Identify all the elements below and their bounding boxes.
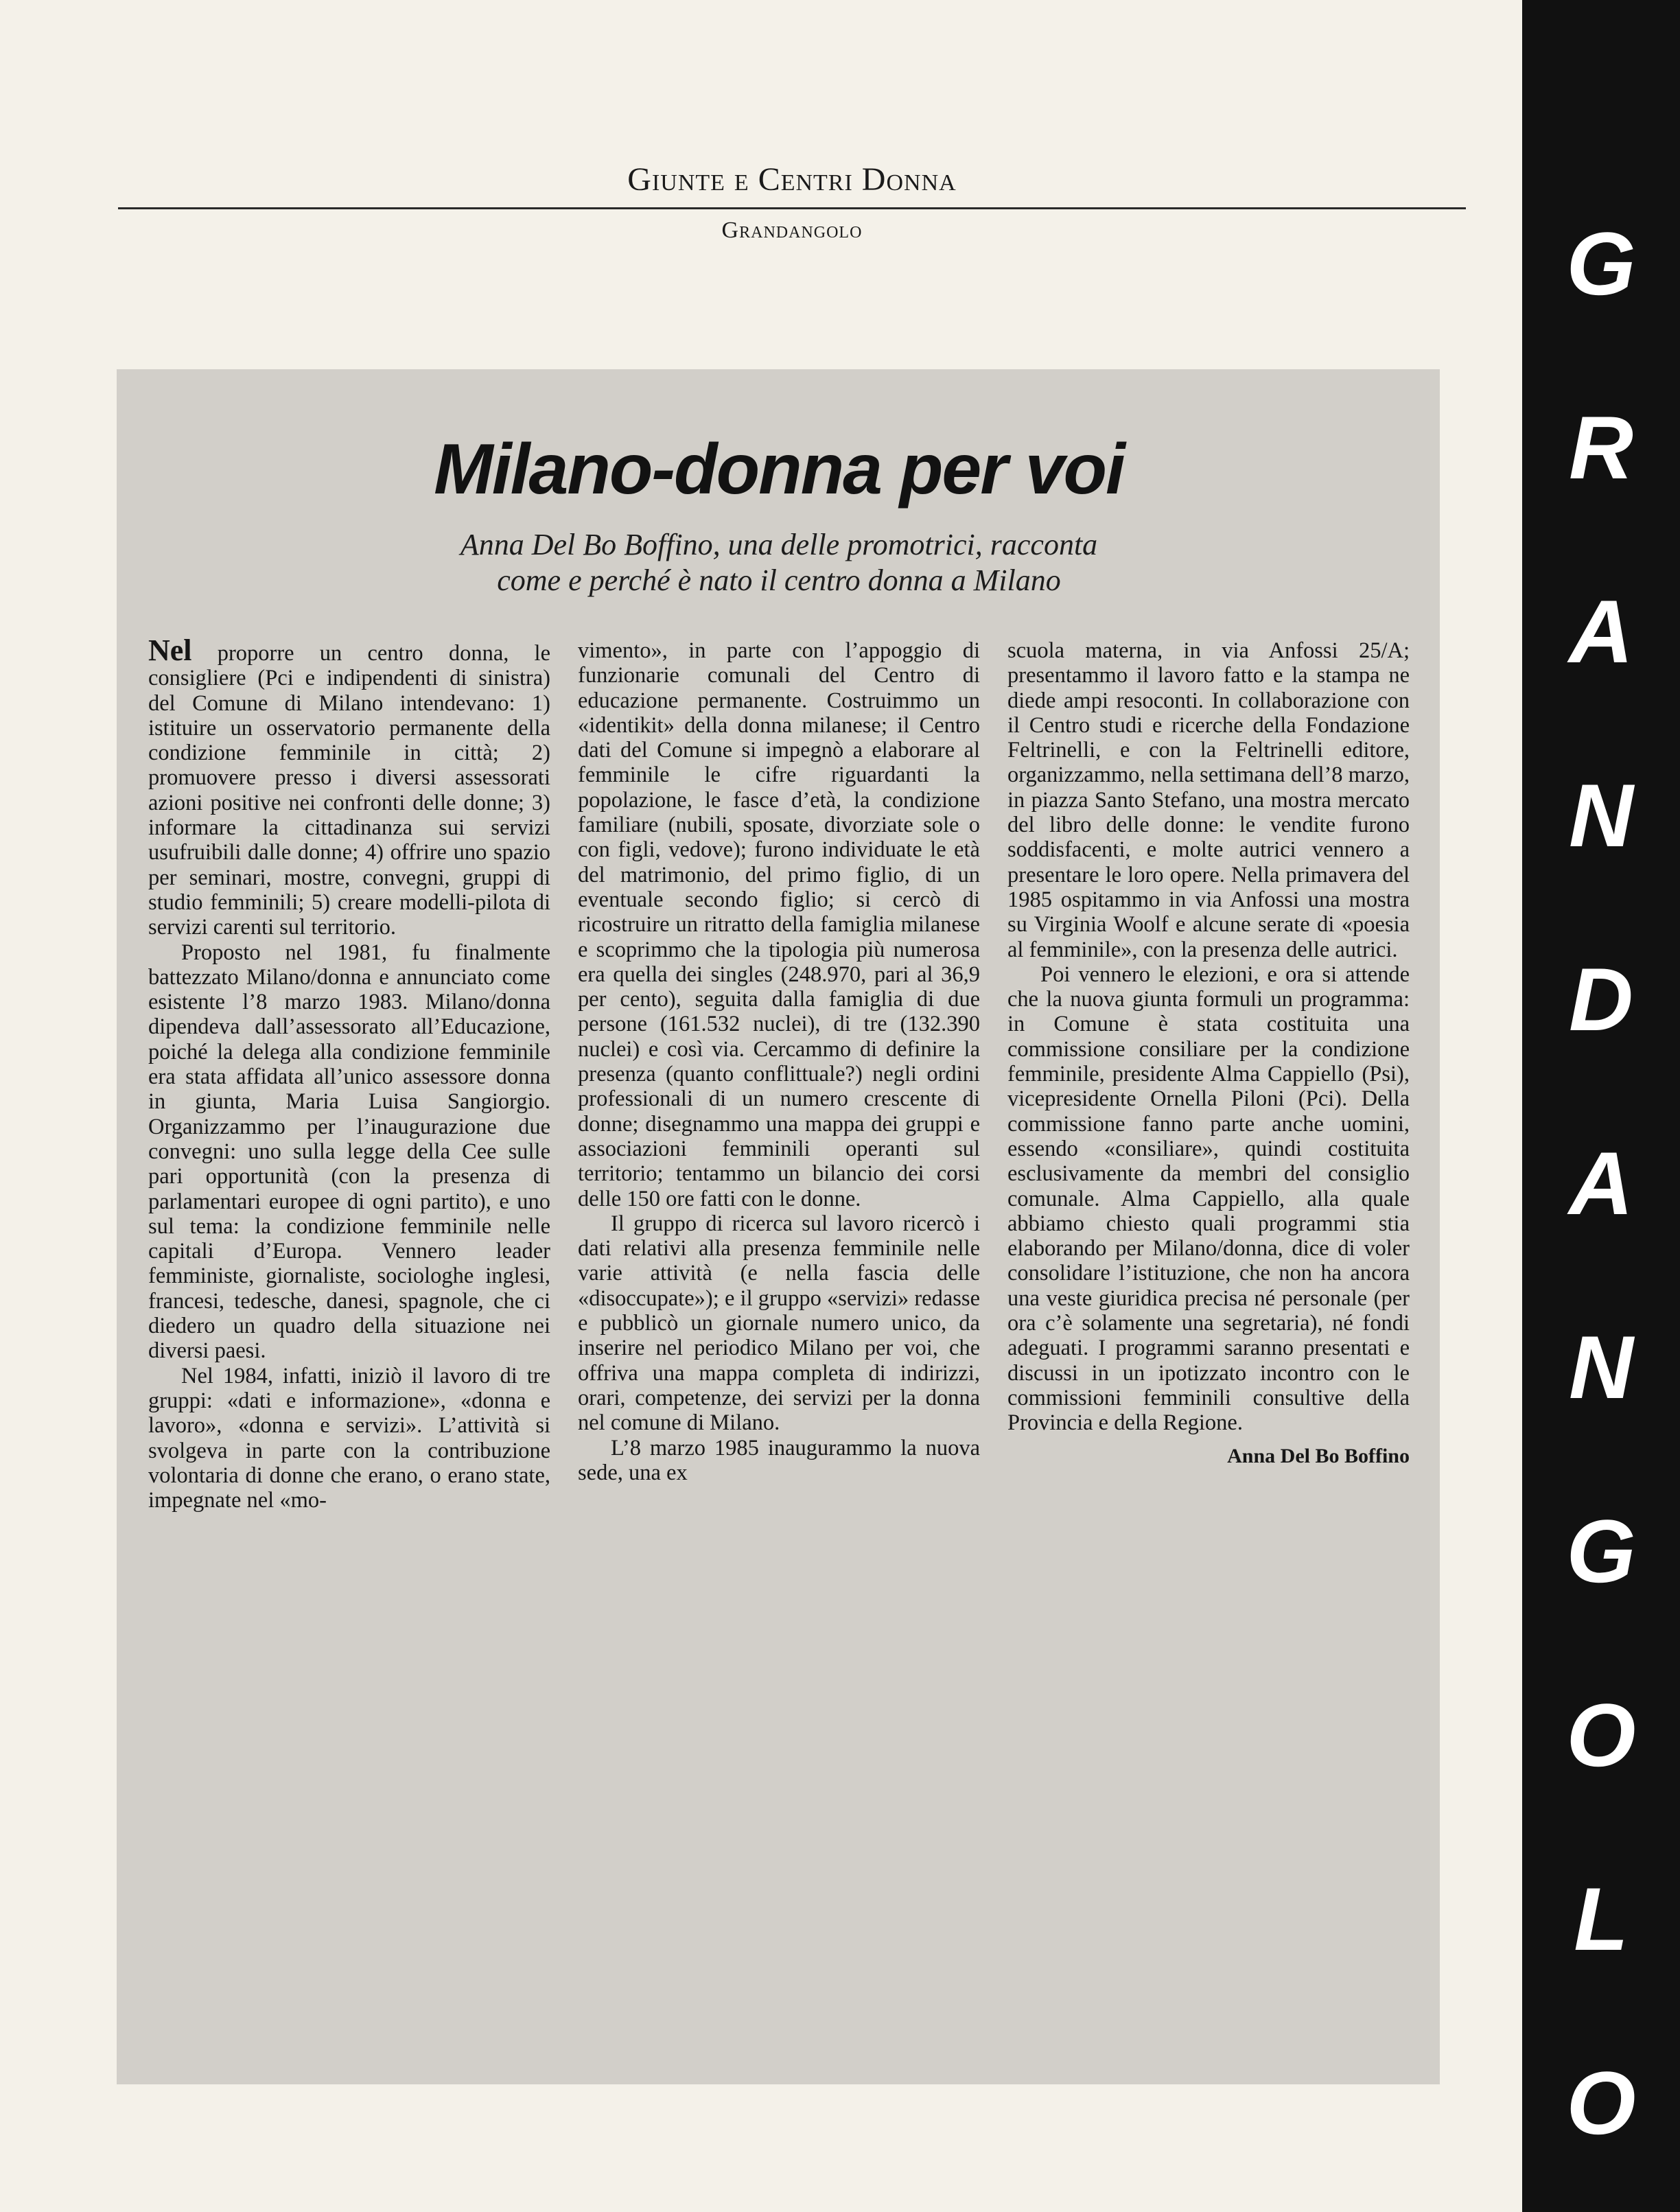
article-lede [148, 527, 1410, 598]
sidebar-vertical-title [1522, 172, 1680, 2195]
article-paragraph: L’8 marzo 1985 inaugurammo la nuova sede, una ex [578, 1435, 980, 1485]
article-paragraph: scuola materna, in via Anfossi 25/A; presentammo il lavoro fatto e la stampa ne diede ampi resoconti. In collaborazione con il Centro studi e ricerche della Fondazione Feltrinelli, e con la Feltrinelli editore, organizzammo, nella settimana dell’8 marzo, in piazza Santo Stefano, una mostra mercato del libro delle donne: le vendite furono soddisfacenti, e molte autrici vennero a presentare le loro opere. Nella primavera del 1985 ospitammo in via Anfossi una mostra su Virginia Woolf e alcune serate di «poesia al femminile», con la presenza delle autrici. [1007, 638, 1410, 962]
lede-line-1: Anna Del Bo Boffino, una delle promotrici, racconta [460, 528, 1098, 561]
article-title: Milano-donna per voi [434, 430, 1124, 509]
sidebar-letter: O [1566, 1685, 1636, 1785]
article-paragraph: Il gruppo di ricerca sul lavoro ricercò i dati relativi alla presenza femminile nelle varie attività (e nella fascia delle «disoccupate»); e il gruppo «servizi» redasse e pubblicò un giornale numero unico, da inserire nel periodico Milano per voi, che offriva una mappa completa di indirizzi, orari, competenze, dei servizi per la donna nel comune di Milano. [578, 1211, 980, 1436]
header-divider [118, 207, 1466, 209]
sidebar-letter: N [1569, 1317, 1633, 1417]
sidebar-letter: D [1569, 949, 1633, 1049]
author-signature: Anna Del Bo Boffino [1227, 1444, 1410, 1467]
sidebar-letter: G [1566, 1501, 1636, 1601]
sidebar-letter: R [1569, 397, 1633, 498]
section-title: Giunte e Centri Donna [627, 161, 957, 198]
sidebar-letter: A [1569, 581, 1633, 682]
article-paragraph: vimento», in parte con l’appoggio di funzionarie comunali del Centro di educazione permanente. Costruimmo un «identikit» della donna milanese; il Centro dati del Comune si impegnò a elaborare al femminile le cifre riguardanti la popolazione, le fasce d’età, la condizione familiare (nubili, sposate, divorziate sole o con figli, vedove); furono individuate le età del matrimonio, del primo figlio, di un eventuale secondo figlio; si cercò di ricostruire un ritratto della famiglia milanese e scoprimmo che la tipologia più numerosa era quella dei singles (248.970, pari al 36,9 per cento), seguita dalla famiglia di due persone (161.532 nuclei), di tre (132.390 nuclei) e così via. Cercammo di definire la presenza (quanto conflittuale?) negli ordini professionali di un numero crescente di donne; disegnammo una mappa dei gruppi e associazioni femminili operanti sul territorio; tentammo un bilancio dei corsi delle 150 ore fatti con le donne. [578, 638, 980, 1211]
article-box [117, 369, 1440, 2084]
section-subtitle: Grandangolo [721, 218, 863, 243]
sidebar-letter: L [1574, 1869, 1629, 1969]
article-paragraph: Poi vennero le elezioni, e ora si attende che la nuova giunta formuli un programma: in Comune è stata costituita una commissione consiliare per la condizione femminile, presidente Alma Cappiello (Psi), vicepresidente Ornella Piloni (Pci). Della commissione fanno parte anche uomini, essendo «consiliare», quindi costituita esclusivamente da membri del consiglio comunale. Alma Cappiello, alla quale abbiamo chiesto quali programmi stia elaborando per Milano/donna, dice di voler consolidare l’istituzione, che non ha ancora una veste giuridica precisa né personale (per ora c’è solamente una segretaria), né fondi adeguati. I programmi saranno presentati e discussi in un ipotizzato incontro con le commissioni femminili consultive della Provincia e della Regione. [1007, 962, 1410, 1436]
sidebar-letter: N [1569, 765, 1633, 865]
article-column-2 [578, 638, 980, 1513]
section-sidebar [1522, 0, 1680, 2212]
article-column-1 [148, 633, 550, 1513]
article-column-3 [1007, 638, 1410, 1513]
page-header [118, 162, 1466, 244]
lede-line-2: come e perché è nato il centro donna a Milano [497, 563, 1061, 597]
sidebar-letter: A [1569, 1133, 1633, 1233]
article-columns [148, 633, 1410, 1513]
article-paragraph: Nel 1984, infatti, iniziò il lavoro di tre gruppi: «dati e informazione», «donna e lavoro», «donna e servizi». L’attività si svolgeva in parte con la contribuzione volontaria di donne che erano, o erano state, impegnate nel «mo- [148, 1363, 550, 1513]
sidebar-letter: G [1566, 213, 1636, 314]
article-paragraph [148, 633, 550, 940]
paragraph-text: proporre un centro donna, le consigliere (Pci e indipendenti di sinistra) del Comune di Milano intendevano: 1) istituire un osservatorio permanente della condizione femminile in città; 2) promuovere presso i diversi assessorati azioni positive nei confronti delle donne; 3) informare la cittadinanza sui servizi usufruibili dalle donne; 4) offrire uno spazio per seminari, mostre, convegni, gruppi di studio femminili; 5) creare modelli-pilota di servizi carenti sul territorio. [148, 641, 550, 940]
drop-word: Nel [148, 633, 192, 667]
article-paragraph: Proposto nel 1981, fu finalmente battezzato Milano/donna e annunciato come esistente l’8 marzo 1983. Milano/donna dipendeva dall’assessorato all’Educazione, poiché la delega alla condizione femminile era stata affidata all’unico assessore donna in giunta, Maria Luisa Sangiorgio. Organizzammo per l’inaugurazione due convegni: uno sulla legge della Cee sulle pari opportunità (con la presenza di parlamentari europee di ogni partito), e uno sul tema: la condizione femminile nelle capitali d’Europa. Vennero leader femministe, giornaliste, sociologhe inglesi, francesi, tedesche, danesi, spagnole, che ci diedero un quadro della situazione nei diversi paesi. [148, 940, 550, 1364]
sidebar-letter: O [1566, 2053, 1636, 2153]
